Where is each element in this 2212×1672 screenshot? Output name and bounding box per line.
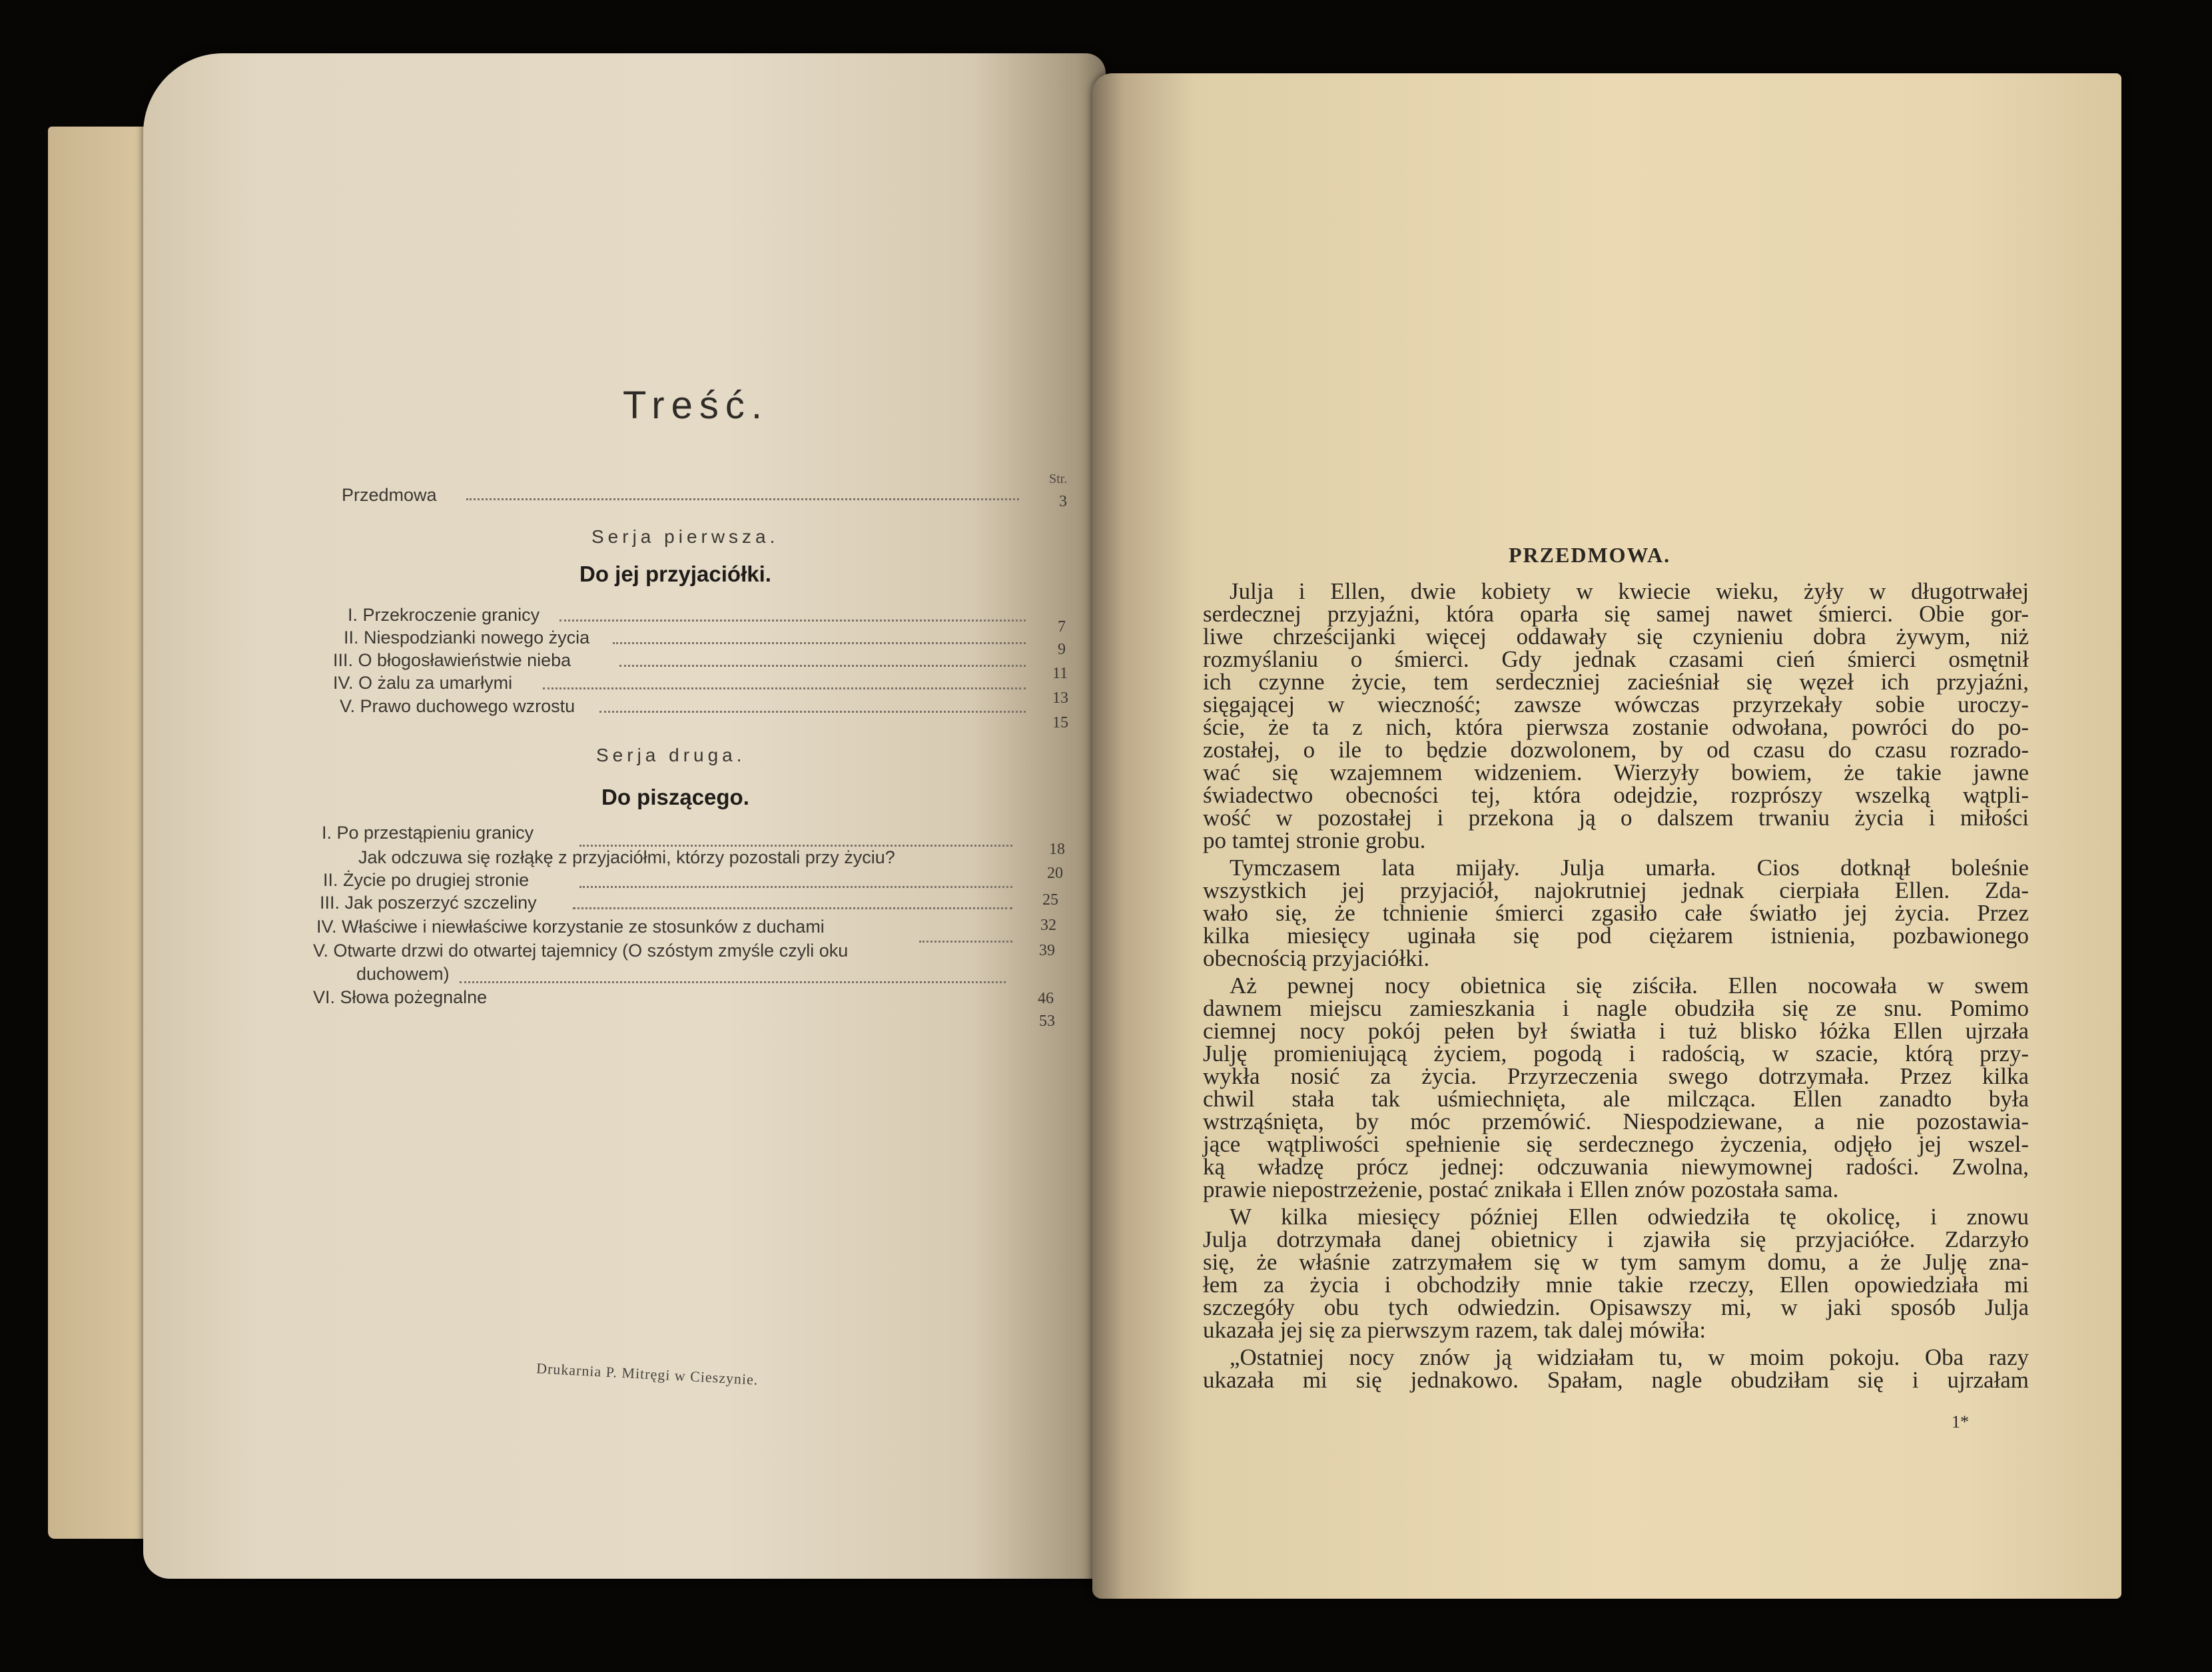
body-line: łem za życia i obchodziły mnie takie rzeczy, Ellen opowiedziała mi	[1203, 1272, 2029, 1298]
serja-2-label: Serja druga.	[596, 745, 746, 765]
body-line: Tymczasem lata mijały. Julja umarła. Cios dotknął boleśnie	[1230, 855, 2029, 881]
body-line: rozmyślaniu o śmierci. Gdy jednak czasami cień śmierci osmętnił	[1203, 646, 2029, 672]
toc-preface-page: 3	[1059, 493, 1067, 510]
body-line: wykła nosić za życia. Przyrzeczenia swego dotrzymała. Przez kilka	[1203, 1063, 2029, 1089]
toc-item-page: 20	[1047, 865, 1063, 882]
toc-item-page: 53	[1039, 1013, 1055, 1030]
printer-imprint: Drukarnia P. Mitręgi w Cieszynie.	[536, 1360, 759, 1388]
toc-leader	[573, 907, 1012, 909]
serja-1-label: Serja pierwsza.	[591, 526, 779, 547]
body-line: wość w pozostałej i przekona ją o dalszem trwaniu życia i miłości	[1203, 805, 2029, 831]
toc-item-page: 18	[1049, 841, 1065, 858]
body-line: Julję promieniującą życiem, pogodą i radością, w szacie, którą przy-	[1203, 1041, 2029, 1066]
body-line: wszystkich jej przyjaciół, najokrutniej jednak cierpiała Ellen. Zda-	[1203, 877, 2029, 903]
body-line: obecnością przyjaciółki.	[1203, 945, 1430, 971]
toc-item-page: 7	[1058, 618, 1066, 635]
body-line: „Ostatniej nocy znów ją widziałam tu, w moim pokoju. Oba razy	[1230, 1344, 2029, 1370]
toc-leader	[919, 941, 1012, 943]
page-column-label: Str.	[1049, 472, 1068, 486]
body-line: kilka miesięcy uginała się pod ciężarem istnienia, pozbawionego	[1203, 923, 2029, 949]
body-line: sięgającej w wieczność; zawsze wówczas przyrzekały sobie uroczy-	[1203, 691, 2029, 717]
toc-leader	[559, 620, 1026, 622]
serja-1-title: Do jej przyjaciółki.	[579, 562, 771, 586]
toc-item-page: 13	[1052, 689, 1068, 707]
toc-item: II. Życie po drugiej stronie	[323, 870, 530, 890]
body-line: ich czynne życie, tem serdeczniej zacieśniał się węzeł ich przyjaźni,	[1203, 669, 2029, 695]
toc-preface-label: Przedmowa	[342, 485, 437, 505]
body-line: ciemnej nocy pokój pełen był światła i tuż blisko łóżka Ellen ujrzała	[1203, 1018, 2029, 1044]
body-line: ką władzę prócz jednej: odczuwania niewymownej radości. Zwolna,	[1203, 1154, 2029, 1180]
body-line: zostałej, o ile to będzie dozwolonem, by od czasu do czasu rozrado-	[1203, 737, 2029, 763]
left-page	[143, 53, 1106, 1579]
serja-2-title: Do piszącego.	[601, 785, 749, 809]
body-line: świadectwo obecności tej, która odejdzie, rozprószy wszelką wątpli-	[1203, 782, 2029, 808]
toc-item-page: 11	[1052, 665, 1068, 682]
toc-item: VI. Słowa pożegnalne	[313, 987, 488, 1007]
body-line: dawnem miejscu zamieszkania i nagle obudziła się ze snu. Pomimo	[1203, 995, 2029, 1021]
body-line: Aż pewnej nocy obietnica się ziściła. Ellen nocowała w swem	[1230, 973, 2029, 999]
body-line: liwe chrześcijanki więcej oddawały się czynieniu dobra żywym, niż	[1203, 624, 2029, 649]
toc-item: Jak odczuwa się rozłąkę z przyjaciółmi, którzy pozostali przy życiu?	[358, 847, 895, 867]
toc-leader	[619, 665, 1026, 667]
toc-item: III. Jak poszerzyć szczeliny	[320, 893, 537, 913]
toc-leader	[460, 981, 1006, 983]
toc-item: III. O błogosławieństwie nieba	[333, 650, 571, 670]
body-line: szczegóły obu tych odwiedzin. Opisawszy mi, w jaki sposób Julja	[1203, 1294, 2029, 1320]
body-line: W kilka miesięcy później Ellen odwiedziła tę okolicę, i znowu	[1230, 1204, 2029, 1230]
signature-mark: 1*	[1952, 1412, 1969, 1432]
toc-item-page: 39	[1039, 942, 1055, 959]
body-line: Julja dotrzymała danej obietnicy i zjawiła się przyjaciółce. Zdarzyło	[1203, 1226, 2029, 1252]
toc-item-page: 9	[1058, 641, 1066, 658]
toc-item: V. Otwarte drzwi do otwartej tajemnicy (O szóstym zmyśle czyli oku	[313, 941, 849, 961]
toc-item: I. Po przestąpieniu granicy	[322, 823, 534, 843]
toc-item: II. Niespodzianki nowego życia	[344, 627, 590, 647]
body-line: wało się, że tchnienie śmierci zgasiło całe światło jej życia. Przez	[1203, 900, 2029, 926]
toc-leader	[543, 687, 1026, 689]
body-line: wstrząśnięta, by móc przemówić. Niespodziewane, a nie pozostawia-	[1203, 1108, 2029, 1134]
body-line: się, że właśnie zatrzymałem się w tym samym domu, a że Julję zna-	[1203, 1249, 2029, 1275]
toc-leader	[599, 711, 1026, 713]
body-line: po tamtej stronie grobu.	[1203, 827, 1426, 853]
toc-item-page: 32	[1040, 917, 1056, 934]
toc-leader	[579, 886, 1012, 888]
body-line: Julja i Ellen, dwie kobiety w kwiecie wieku, żyły w długotrwałej	[1230, 578, 2029, 604]
preface-title: PRZEDMOWA.	[1509, 543, 1671, 567]
toc-item-page: 15	[1052, 714, 1068, 731]
toc-item: IV. O żalu za umarłymi	[333, 673, 513, 693]
toc-leader	[613, 642, 1026, 644]
toc-leader	[466, 498, 1019, 500]
body-line: wać się wzajemnem widzeniem. Wierzyły bowiem, że takie jawne	[1203, 759, 2029, 785]
toc-item: duchowem)	[356, 964, 450, 984]
toc-item: V. Prawo duchowego wzrostu	[340, 696, 575, 716]
toc-leader	[579, 845, 1012, 847]
body-line: jące wątpliwości spełnienie się serdecznego życzenia, odjęło jej wszel-	[1203, 1131, 2029, 1157]
body-line: ukazała jej się za pierwszym razem, tak dalej mówiła:	[1203, 1317, 1706, 1343]
body-line: prawie niepostrzeżenie, postać znikała i Ellen znów pozostała sama.	[1203, 1176, 1839, 1202]
toc-item: IV. Właściwe i niewłaściwe korzystanie ze stosunków z duchami	[316, 917, 825, 937]
toc-title: Treść.	[623, 384, 769, 427]
body-line: ukazała mi się jednakowo. Spałam, nagle obudziłam się i ujrzałam	[1203, 1367, 2029, 1393]
toc-item-page: 46	[1038, 990, 1054, 1007]
body-line: ście, że ta z nich, która pierwsza zostanie odwołana, powróci do po-	[1203, 714, 2029, 740]
body-line: serdecznej przyjaźni, która oparła się samej nawet śmierci. Obie gor-	[1203, 601, 2029, 627]
toc-item: I. Przekroczenie granicy	[348, 605, 540, 625]
toc-item-page: 25	[1042, 891, 1058, 909]
body-line: chwil stała tak uśmiechnięta, ale milcząca. Ellen zanadto była	[1203, 1086, 2029, 1112]
